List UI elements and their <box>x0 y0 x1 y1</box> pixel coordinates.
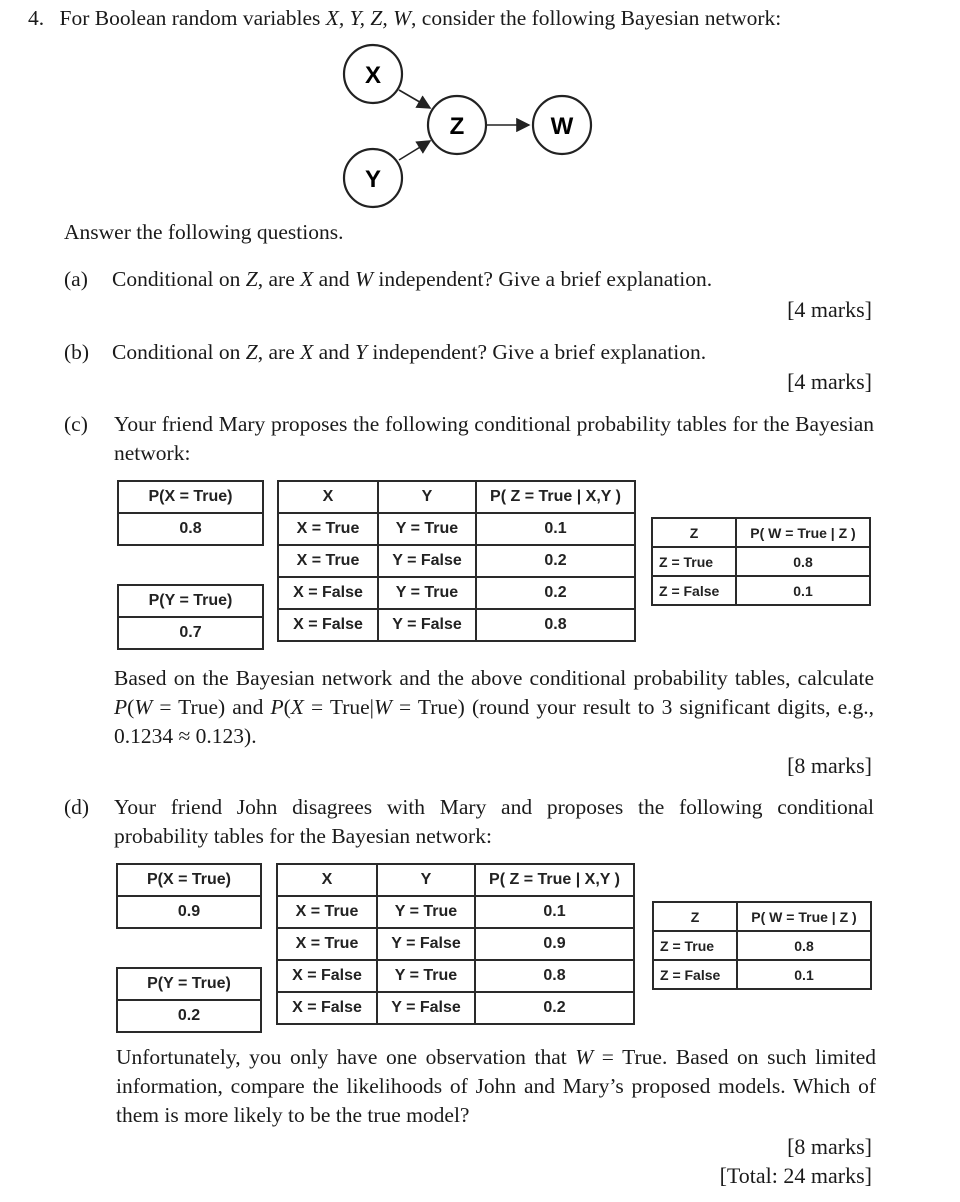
table-row <box>278 609 635 641</box>
table-cell: 0.7 <box>118 617 263 649</box>
table-cell: Y = True <box>378 513 476 545</box>
table-row <box>277 928 634 960</box>
part-c-text: Your friend Mary proposes the following conditional probability tables for the Bayesian network: <box>114 412 874 465</box>
part-d-marks: [8 marks] <box>787 1134 872 1159</box>
part-c-marks: [8 marks] <box>787 753 872 778</box>
table-cell: X = False <box>277 960 377 992</box>
node-z-label: Z <box>449 113 465 140</box>
john-px-table <box>116 863 262 929</box>
table-row <box>653 960 871 989</box>
node-x <box>344 45 402 103</box>
table-cell: 0.2 <box>117 1000 261 1032</box>
bayesian-network-diagram <box>330 42 610 212</box>
table-header: P(X = True) <box>117 864 261 896</box>
part-b-marks: [4 marks] <box>787 369 872 394</box>
john-py-table <box>116 967 262 1033</box>
mary-py-table <box>117 584 264 650</box>
question-number: 4. <box>28 6 45 30</box>
table-cell: X = True <box>278 513 378 545</box>
node-w <box>533 96 591 154</box>
table-cell: Y = False <box>378 545 476 577</box>
table-cell: X = False <box>278 609 378 641</box>
node-x-label: X <box>364 62 382 89</box>
table-cell: Y = True <box>378 577 476 609</box>
table-cell: 0.8 <box>476 609 635 641</box>
table-header: P( Z = True | X,Y ) <box>476 481 635 513</box>
john-pw-table <box>652 901 872 990</box>
part-d-label: (d) <box>64 795 90 819</box>
mary-px-table <box>117 480 264 546</box>
part-c-label: (c) <box>64 412 88 436</box>
table-row <box>277 896 634 928</box>
table-header: Y <box>377 864 475 896</box>
table-row <box>278 513 635 545</box>
table-cell: 0.8 <box>118 513 263 545</box>
table-cell: Z = True <box>652 547 736 576</box>
table-row <box>652 547 870 576</box>
table-cell: 0.9 <box>117 896 261 928</box>
table-header: P(Y = True) <box>118 585 263 617</box>
edge-y-to-z <box>399 141 430 160</box>
table-cell: 0.8 <box>736 547 870 576</box>
table-header: P( W = True | Z ) <box>737 902 871 931</box>
table-cell: X = False <box>278 577 378 609</box>
table-header: X <box>277 864 377 896</box>
table-header: Z <box>653 902 737 931</box>
table-cell: Y = True <box>377 896 475 928</box>
table-row <box>652 576 870 605</box>
table-row <box>278 545 635 577</box>
part-d-followup: Unfortunately, you only have one observation that W = True. Based on such limited information, compare the likelihoods of John and Mary’s proposed models. Which of them is more likely to be the true model? <box>116 1045 876 1127</box>
table-cell: Z = False <box>652 576 736 605</box>
table-header: P( Z = True | X,Y ) <box>475 864 634 896</box>
table-cell: 0.8 <box>737 931 871 960</box>
edge-x-to-z <box>399 90 430 108</box>
part-a-label: (a) <box>64 267 88 291</box>
table-header: Z <box>652 518 736 547</box>
table-cell: 0.1 <box>476 513 635 545</box>
table-cell: Z = True <box>653 931 737 960</box>
table-cell: X = False <box>277 992 377 1024</box>
table-cell: 0.2 <box>476 577 635 609</box>
part-a-text: Conditional on Z, are X and W independent? Give a brief explanation. <box>112 267 713 291</box>
question-header <box>28 4 928 33</box>
table-cell: 0.2 <box>475 992 634 1024</box>
table-row <box>277 992 634 1024</box>
table-cell: Y = True <box>377 960 475 992</box>
table-cell: 0.1 <box>736 576 870 605</box>
question-intro: For Boolean random variables X, Y, Z, W, consider the following Bayesian network: <box>59 6 782 30</box>
part-b-label: (b) <box>64 340 90 364</box>
mary-pz-table <box>277 480 636 642</box>
table-header: P(X = True) <box>118 481 263 513</box>
table-header: P( W = True | Z ) <box>736 518 870 547</box>
table-row <box>653 931 871 960</box>
table-cell: X = True <box>278 545 378 577</box>
part-a-marks: [4 marks] <box>787 297 872 322</box>
table-cell: Y = False <box>377 928 475 960</box>
table-header: P(Y = True) <box>117 968 261 1000</box>
part-b <box>64 338 884 367</box>
node-z <box>428 96 486 154</box>
mary-pw-table <box>651 517 871 606</box>
node-y-label: Y <box>364 166 382 193</box>
part-a <box>64 265 884 294</box>
table-cell: 0.1 <box>737 960 871 989</box>
table-cell: X = True <box>277 928 377 960</box>
table-cell: 0.9 <box>475 928 634 960</box>
table-cell: 0.8 <box>475 960 634 992</box>
node-y <box>344 149 402 207</box>
table-row <box>277 960 634 992</box>
table-header: X <box>278 481 378 513</box>
table-cell: X = True <box>277 896 377 928</box>
table-cell: Y = False <box>377 992 475 1024</box>
table-header: Y <box>378 481 476 513</box>
part-d-text: Your friend John disagrees with Mary and proposes the following conditional probability tables for the Bayesian network: <box>114 795 874 848</box>
table-cell: Z = False <box>653 960 737 989</box>
node-w-label: W <box>550 113 574 140</box>
part-c-followup: Based on the Bayesian network and the above conditional probability tables, calculate P(W = True) and P(X = True|W = True) (round your result to 3 significant digits, e.g., 0.1234 ≈ 0.123). <box>114 666 875 748</box>
table-cell: 0.2 <box>476 545 635 577</box>
answer-prompt: Answer the following questions. <box>64 220 344 244</box>
table-cell: 0.1 <box>475 896 634 928</box>
part-b-text: Conditional on Z, are X and Y independent? Give a brief explanation. <box>112 340 707 364</box>
john-pz-table <box>276 863 635 1025</box>
total-marks: [Total: 24 marks] <box>719 1163 872 1188</box>
table-row <box>278 577 635 609</box>
table-cell: Y = False <box>378 609 476 641</box>
